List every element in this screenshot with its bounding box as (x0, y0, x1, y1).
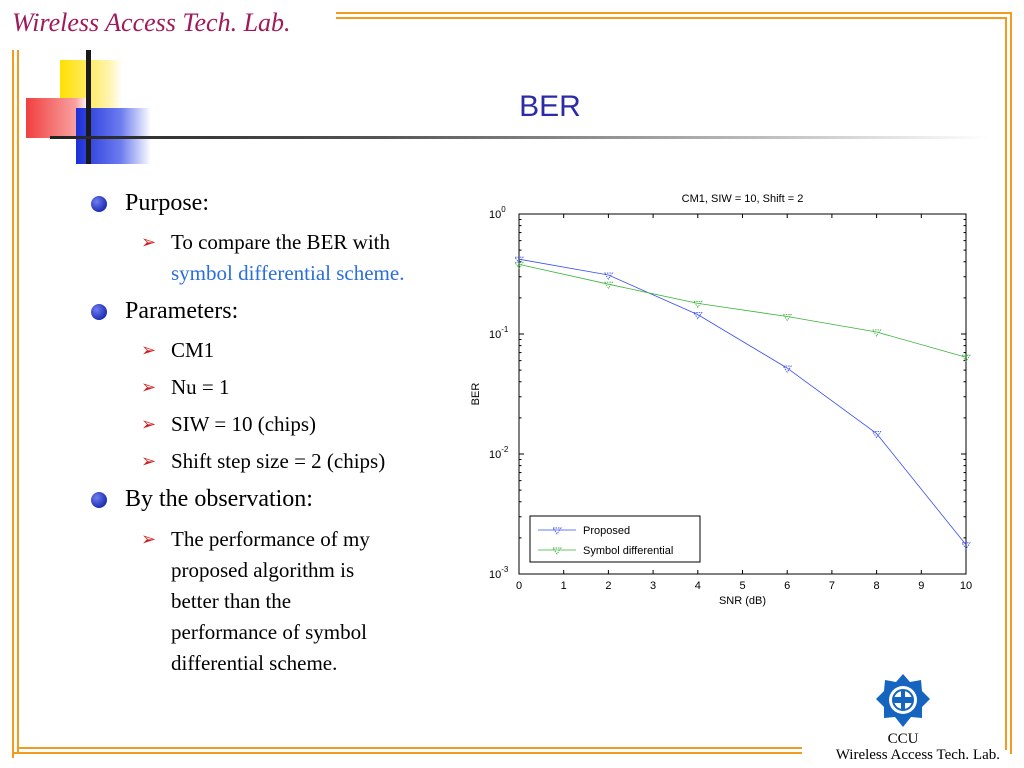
arrow-icon: ➢ (141, 451, 157, 472)
bullet-purpose (125, 190, 209, 217)
sub-line-highlight: symbol differential scheme. (171, 261, 405, 285)
legend-label: Proposed (583, 525, 631, 537)
sub-line: CM1 (171, 338, 215, 362)
arrow-icon: ➢ (141, 377, 157, 398)
sub-line: differential scheme. (171, 651, 338, 675)
frame-top-inner (336, 17, 1006, 19)
sub-line: better than the (171, 589, 292, 613)
x-tick-label: 7 (828, 580, 835, 592)
x-tick-label: 10 (959, 580, 973, 592)
sub-line: Nu = 1 (171, 375, 230, 399)
decorative-squares (22, 58, 162, 168)
sub-line: SIW = 10 (chips) (171, 412, 317, 436)
y-axis-label: BER (470, 382, 482, 406)
sub-line: proposed algorithm is (171, 558, 355, 582)
x-tick-label: 3 (650, 580, 657, 592)
x-tick-label: 6 (784, 580, 791, 592)
x-tick-label: 2 (605, 580, 612, 592)
bullet-dot (91, 196, 107, 212)
legend-label: Symbol differential (583, 545, 674, 557)
frame-left-inner (17, 50, 19, 753)
sub-siw (141, 409, 317, 440)
y-tick-label: $10^{-1}$ (489, 325, 509, 341)
x-tick-label: 0 (515, 580, 523, 592)
frame-right-inner (1005, 17, 1007, 750)
sub-compare-ber (141, 227, 471, 289)
sub-line: performance of symbol (171, 620, 367, 644)
bullet-label: Parameters: (125, 298, 239, 324)
sub-line: The performance of my (171, 527, 370, 551)
bullet-parameters (125, 298, 238, 325)
x-tick-label: 4 (694, 580, 701, 592)
x-axis-label: SNR (dB) (718, 595, 767, 607)
sub-line: Shift step size = 2 (chips) (171, 449, 386, 473)
arrow-icon: ➢ (141, 529, 157, 550)
footer-org: CCU (887, 731, 919, 747)
x-tick-label: 5 (739, 580, 746, 592)
sub-performance (141, 524, 451, 679)
x-tick-label: 8 (873, 580, 880, 592)
bullet-observation (125, 486, 313, 513)
arrow-icon: ➢ (141, 414, 157, 435)
sub-shift (141, 446, 386, 477)
frame-bottom-inner (17, 747, 802, 749)
arrow-icon: ➢ (141, 232, 157, 253)
y-tick-label: $10^{-2}$ (489, 445, 509, 461)
y-tick-label: $10^0$ (489, 205, 506, 221)
bullet-label: By the observation: (125, 486, 313, 512)
x-tick-label: 1 (560, 580, 567, 592)
sub-nu (141, 372, 230, 403)
slide-title: BER (519, 90, 581, 123)
frame-bottom-outer (12, 752, 802, 754)
frame-top-outer (336, 12, 1012, 14)
lab-header-title: Wireless Access Tech. Lab. (12, 8, 291, 37)
ccu-seal-icon (874, 672, 932, 730)
bullet-dot (91, 304, 107, 320)
frame-left-outer (12, 50, 14, 758)
frame-right-outer (1010, 12, 1012, 754)
bullet-dot (91, 492, 107, 508)
ber-chart (460, 186, 990, 616)
arrow-icon: ➢ (141, 340, 157, 361)
title-rule (50, 136, 990, 139)
sub-cm1 (141, 335, 215, 366)
y-tick-label: $10^{-3}$ (489, 565, 509, 581)
bullet-label: Purpose: (125, 190, 209, 216)
sub-line: To compare the BER with (171, 230, 390, 254)
vertical-bar (86, 50, 91, 164)
footer-lab: Wireless Access Tech. Lab. (835, 747, 1000, 763)
chart-title: CM1, SIW = 10, Shift = 2 (681, 193, 804, 205)
x-tick-label: 9 (918, 580, 925, 592)
